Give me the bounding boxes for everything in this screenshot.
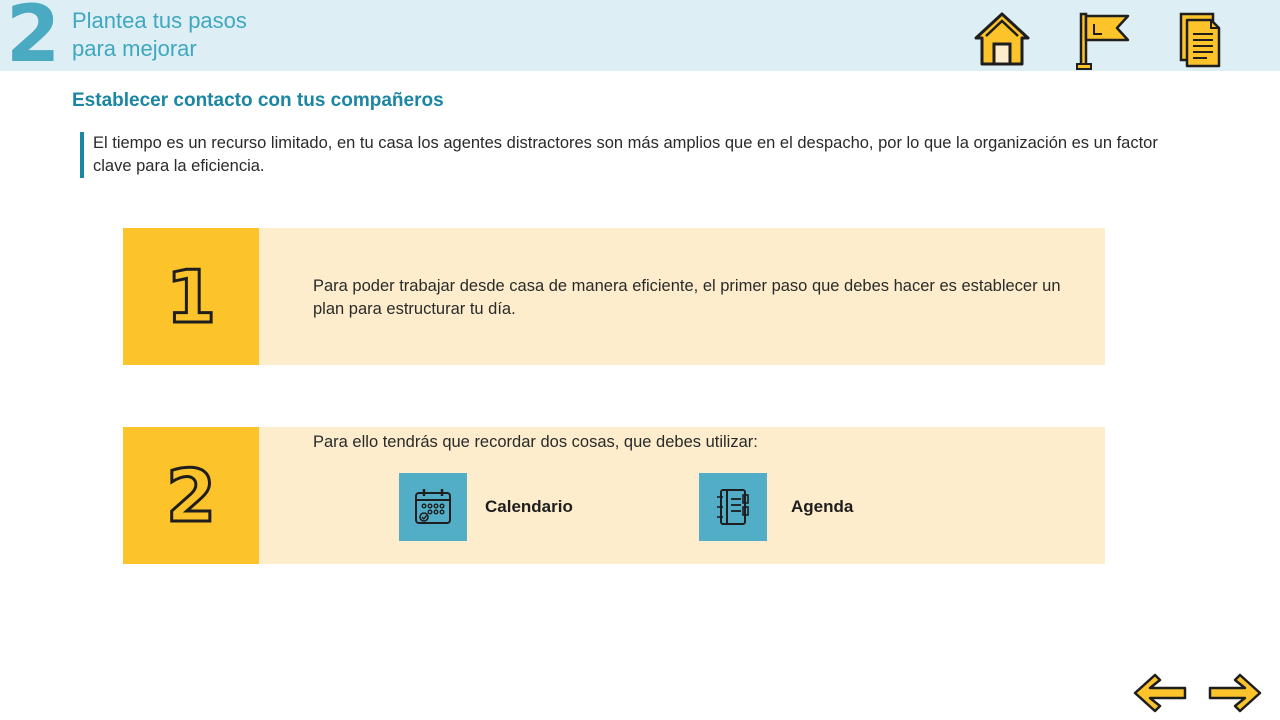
intro-text: El tiempo es un recurso limitado, en tu casa los agentes distractores son más amplios que en el despacho, por lo que la organización es un factor clave para la eficiencia. xyxy=(80,132,1163,178)
section-title: Establecer contacto con tus compañeros xyxy=(72,90,444,111)
step-card-1 xyxy=(123,228,1105,365)
tool-calendario[interactable] xyxy=(399,473,573,541)
tool-label-agenda: Agenda xyxy=(791,497,854,516)
step-card-2 xyxy=(123,427,1105,564)
chapter-number: 2 xyxy=(6,0,59,80)
agenda-icon xyxy=(699,473,767,541)
arrow-left-icon[interactable] xyxy=(1133,672,1189,719)
chapter-title-line1: Plantea tus pasos xyxy=(72,8,247,33)
tool-label-calendario: Calendario xyxy=(485,497,573,516)
step-number-2-box xyxy=(123,427,259,564)
step-text-1: Para poder trabajar desde casa de manera eficiente, el primer paso que debes hacer es establecer un plan para estructurar tu día. xyxy=(313,277,1061,318)
step-number-1-box xyxy=(123,228,259,365)
step-number-1: 1 xyxy=(165,254,217,339)
document-icon[interactable] xyxy=(1177,10,1225,73)
arrow-right-icon[interactable] xyxy=(1206,672,1262,719)
calendar-icon xyxy=(399,473,467,541)
home-icon[interactable] xyxy=(972,10,1032,73)
flag-icon[interactable] xyxy=(1075,10,1131,75)
step-number-2: 2 xyxy=(165,453,217,538)
tool-agenda[interactable] xyxy=(699,473,853,541)
chapter-title xyxy=(72,7,247,63)
step-text-2: Para ello tendrás que recordar dos cosas, que debes utilizar: xyxy=(313,433,758,451)
chapter-title-line2: para mejorar xyxy=(72,36,197,61)
header-bar xyxy=(0,0,1280,80)
